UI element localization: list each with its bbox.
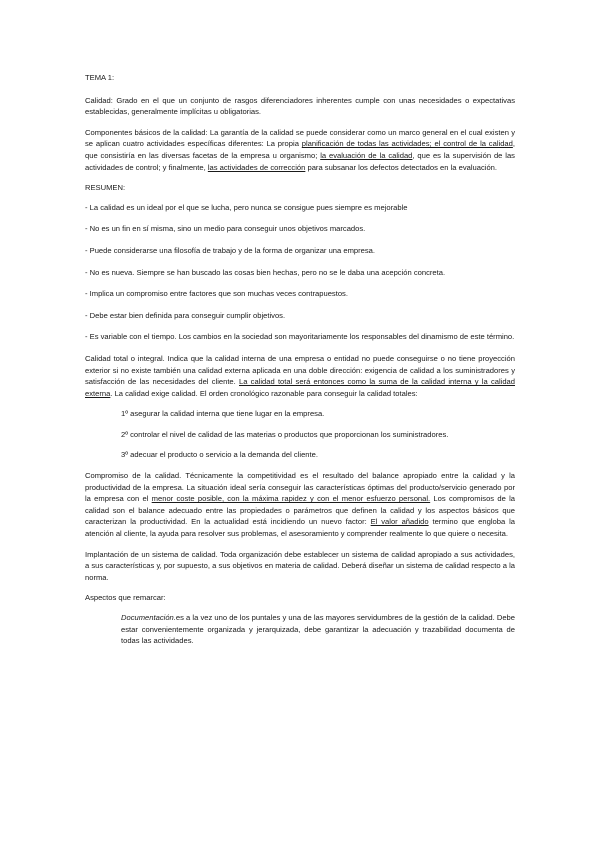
document-title: TEMA 1: — [85, 73, 115, 82]
documentacion-text: es a la vez uno de los puntales y una de las mayores servidumbres de la gestión de la calidad. Debe estar convenientemente organizada y jerarquizada, debe garantizar la adecuación y trazabilidad documenta de todas las actividades. — [121, 613, 515, 646]
calidad-definition: Calidad: Grado en el que un conjunto de rasgos diferenciadores inherentes cumple con unas necesidades o expectativas establecidas, generalmente implícitas u obligatorias. — [85, 95, 515, 117]
componentes-underline-evaluacion: la evaluación de la calidad — [320, 150, 413, 160]
resumen-item: - No es nueva. Siempre se han buscado las cosas bien hechas, pero no se le daba una acepción concreta. — [85, 267, 446, 277]
compromiso-underline-coste: menor coste posible, con la máxima rapidez y con el menor esfuerzo personal. — [151, 494, 431, 504]
compromiso-text-a: Compromiso de la calidad. Técnicamente la competitividad es el resultado del balance apropiado entre la calidad y la productividad de la empresa. La situación ideal sería conseguir las características óptimas del producto/servicio generado por la empresa con el — [85, 471, 515, 504]
orden-item-2: 2º controlar el nivel de calidad de las materias o productos que proporcionan los suministradores. — [121, 429, 449, 439]
resumen-heading: RESUMEN: — [85, 183, 126, 193]
resumen-item: - Debe estar bien definida para conseguir cumplir objetivos. — [85, 310, 286, 320]
calidad-total-text-b: . La calidad exige calidad. El orden cronológico razonable para conseguir la calidad totales: — [110, 388, 418, 398]
resumen-item: - Es variable con el tiempo. Los cambios en la sociedad son mayoritariamente los responsables del dinamismo de este término. — [85, 332, 515, 342]
calidad-total-text-a: Calidad total o integral. Indica que la calidad interna de una empresa o entidad no puede conseguirse o no tiene proyección exterior si no existe también una calidad externa aplicada en una doble dirección: exigencia de calidad a los suministradores y satisfacción de las necesidades del cliente. — [85, 353, 515, 387]
calidad-total-paragraph — [85, 353, 515, 399]
componentes-underline-correccion: las actividades de corrección — [207, 162, 306, 172]
document-page — [85, 72, 515, 656]
implantacion-paragraph: Implantación de un sistema de calidad. Toda organización debe establecer un sistema de calidad apropiado a sus actividades, a sus características y, por supuesto, a sus objetivos en materia de calidad. Deberá diseñar un sistema de calidad respecto a la norma. — [85, 549, 515, 582]
resumen-item: - La calidad es un ideal por el que se lucha, pero nunca se consigue pues siempre es mejorable — [85, 202, 408, 212]
compromiso-text-c: termino que engloba la atención al cliente, la ayuda para resolver sus problemas, el asesoramiento y comprender realmente lo que quiere o necesita. — [85, 517, 515, 539]
compromiso-underline-valor: El valor añadido — [370, 517, 429, 527]
componentes-text-b: , que consistiría en las diversas facetas de la empresa u organismo; — [85, 139, 515, 160]
componentes-underline-planificacion: planificación de todas las actividades; el control de la calidad — [301, 139, 513, 149]
componentes-paragraph — [85, 127, 515, 173]
resumen-item: - No es un fin en sí misma, sino un medio para conseguir unos objetivos marcados. — [85, 224, 366, 234]
compromiso-text-b: Los compromisos de la calidad son el balance adecuado entre las propiedades o parámetros que definen la calidad y los aspectos básicos que caracterizan la productividad. En la actualidad está incidiendo un nuevo factor: — [85, 494, 515, 527]
componentes-text-d: para subsanar los defectos detectados en la evaluación. — [305, 162, 498, 172]
calidad-total-underline: La calidad total será entonces como la suma de la calidad interna y la calidad externa — [85, 377, 516, 398]
resumen-item: - Puede considerarse una filosofía de trabajo y de la forma de organizar una empresa. — [85, 245, 375, 255]
orden-item-1: 1º asegurar la calidad interna que tiene lugar en la empresa. — [121, 409, 325, 419]
resumen-item: - Implica un compromiso entre factores que son muchas veces contrapuestos. — [85, 289, 348, 299]
aspectos-heading: Aspectos que remarcar: — [85, 593, 166, 603]
componentes-text-c: , que es la supervisión de las actividades de control; y finalmente, — [85, 150, 515, 172]
compromiso-paragraph — [85, 470, 515, 540]
documentacion-term: Documentación. — [121, 613, 176, 622]
componentes-text-a: Componentes básicos de la calidad: La garantía de la calidad se puede considerar como un marco general en el cual existen y se aplican cuatro actividades específicas diferentes: La propia — [85, 127, 515, 149]
orden-item-3: 3º adecuar el producto o servicio a la demanda del cliente. — [121, 450, 318, 460]
resumen-list — [85, 202, 515, 343]
documentacion-paragraph — [85, 612, 515, 647]
